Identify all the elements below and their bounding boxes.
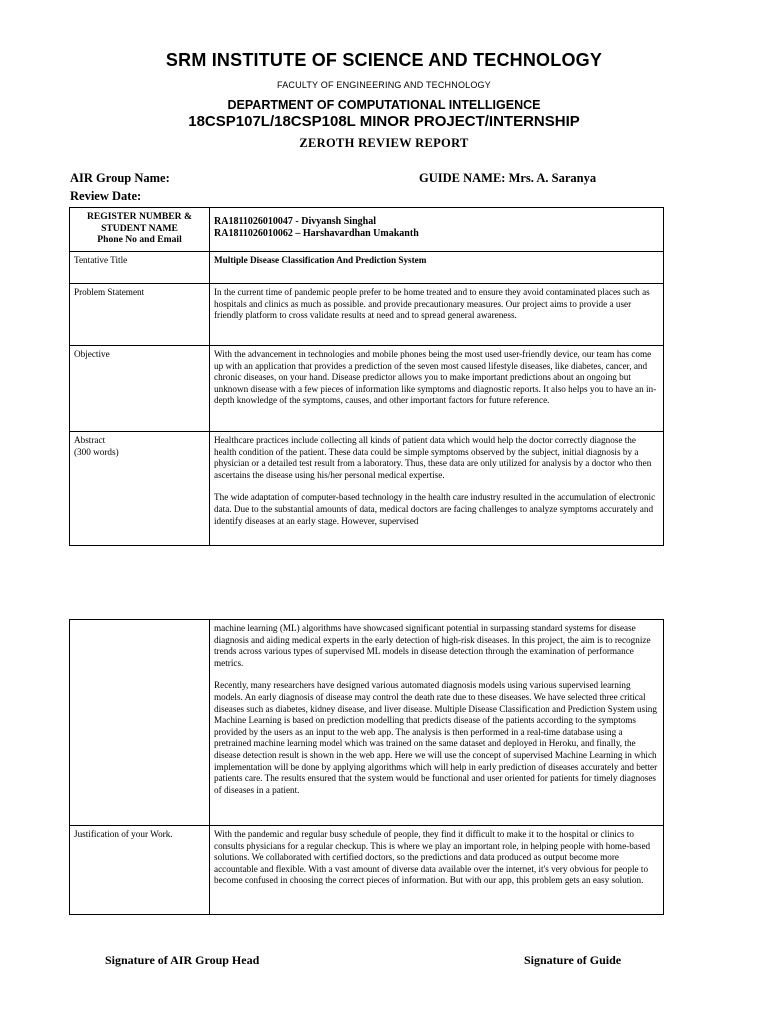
group-head-signature-label: Signature of AIR Group Head — [105, 953, 260, 967]
justification-label: Justification of your Work. — [70, 826, 210, 915]
department-name: DEPARTMENT OF COMPUTATIONAL INTELLIGENCE — [227, 98, 541, 112]
objective-value: With the advancement in technologies and mobile phones being the most used user-friendly device, our team has come up with an application that provides a prediction of the seven most caused lifestyle diseases, like diabetes, cancer, and chronic diseases, on your hand. Disease predictor allows you to make important predictions about an ongoing but unknown disease with a few pieces of information like symptoms and diagnostic reports. It also helps you to have an in-depth knowledge of the symptoms, causes, and other important factors for future reference. — [210, 346, 664, 432]
review-date-label: Review Date: — [70, 189, 142, 203]
student-entry: RA1811026010047 - Divyansh Singhal — [214, 216, 376, 227]
table-row-problem — [70, 284, 664, 346]
abstract-paragraph: Recently, many researchers have designed various automated diagnosis models using various supervised learning models. An early diagnosis of disease may control the death rate due to these diseases. We have selected three critical diseases such as diabetes, kidney disease, and liver disease. Multiple Disease Classification and Prediction System using Machine Learning is based on prediction modelling that predicts disease of the patients according to the symptoms provided by the users as an input to the web app. The analysis is then performed in a real-time database using a pretrained machine learning model which was trained on the same dataset and deployed in Heroku, and finally, the disease detection result is shown in the web app. Here we will use the concept of supervised Machine Learning in which implementation will be done by applying algorithms which will help in early prediction of diseases accurately and better patients care. The results ensured that the system would be functional and user oriented for patients for timely diagnoses of diseases in a patient. — [214, 680, 658, 795]
empty-label-cell — [70, 620, 210, 826]
table-row-students — [70, 208, 664, 252]
report-table — [69, 207, 664, 546]
air-group-label: AIR Group Name: — [70, 171, 170, 185]
abstract-cell — [210, 432, 664, 546]
register-header-line: STUDENT NAME — [101, 222, 178, 234]
faculty-name: FACULTY OF ENGINEERING AND TECHNOLOGY — [277, 80, 491, 90]
table-row-abstract — [70, 432, 664, 546]
abstract-paragraph: The wide adaptation of computer-based technology in the health care industry resulted in the accumulation of electronic data. Due to the substantial amounts of data, medical doctors are facing challenges to analyze symptoms accurately and identify diseases at an early stage. However, supervised — [214, 492, 656, 526]
register-header-cell — [70, 208, 210, 252]
justification-value: With the pandemic and regular busy schedule of people, they find it difficult to make it to the hospital or clinics to consults physicians for a regular checkup. This is where we play an important role, in helping people with home-based solutions. We collaborated with certified doctors, so the predictions and data produced as output become more accountable and flexible. With a vast amount of diverse data available over the internet, it's very obvious for people to become confused in choosing the correct pieces of information. But with our app, this problem gets an easy solution. — [210, 826, 664, 915]
guide-signature-label: Signature of Guide — [524, 953, 622, 967]
institute-name: SRM INSTITUTE OF SCIENCE AND TECHNOLOGY — [165, 50, 603, 70]
title-value: Multiple Disease Classification And Prediction System — [210, 252, 664, 284]
register-header-line: REGISTER NUMBER & — [86, 211, 192, 222]
abstract-label-cell — [70, 432, 210, 546]
students-cell — [210, 208, 664, 252]
course-title: 18CSP107L/18CSP108L MINOR PROJECT/INTERNSHIP — [188, 113, 580, 130]
objective-label: Objective — [70, 346, 210, 432]
problem-label: Problem Statement — [70, 284, 210, 346]
problem-value: In the current time of pandemic people prefer to be home treated and to ensure they avoid contaminated places such as hospitals and clinics as much as possible. and provide precautionary measures. Our project aims to provide a user friendly platform to cross validate results at need and to spread general awareness. — [210, 284, 664, 346]
abstract-paragraph: machine learning (ML) algorithms have showcased significant potential in surpassing standard systems for disease diagnosis and aiding medical experts in the early detection of high-risk diseases. In this project, the aim is to recognize trends across various types of supervised ML models in disease detection through the examination of performance metrics. — [214, 623, 651, 668]
abstract-word-limit: (300 words) — [74, 446, 119, 457]
abstract-paragraph: Healthcare practices include collecting all kinds of patient data which would help the doctor correctly diagnose the health condition of the patient. These data could be simple symptoms observed by the subject, initial diagnosis by a physician or a detailed test result from a laboratory. Thus, these data are only utilized for analysis by a doctor who then ascertains the disease using his/her personal medical expertise. — [214, 435, 652, 480]
table-row-title — [70, 252, 664, 284]
guide-name: GUIDE NAME: Mrs. A. Saranya — [419, 171, 597, 185]
table-row-abstract-continued — [70, 620, 664, 826]
abstract-continued-cell — [210, 620, 664, 826]
report-title: ZEROTH REVIEW REPORT — [299, 136, 469, 150]
report-table-continued — [69, 619, 664, 915]
student-entry: RA1811026010062 – Harshavardhan Umakanth — [214, 228, 419, 239]
title-label: Tentative Title — [70, 252, 210, 284]
register-header-line: Phone No and Email — [97, 234, 182, 245]
table-row-justification — [70, 826, 664, 915]
table-row-objective — [70, 346, 664, 432]
abstract-label: Abstract — [74, 435, 106, 445]
